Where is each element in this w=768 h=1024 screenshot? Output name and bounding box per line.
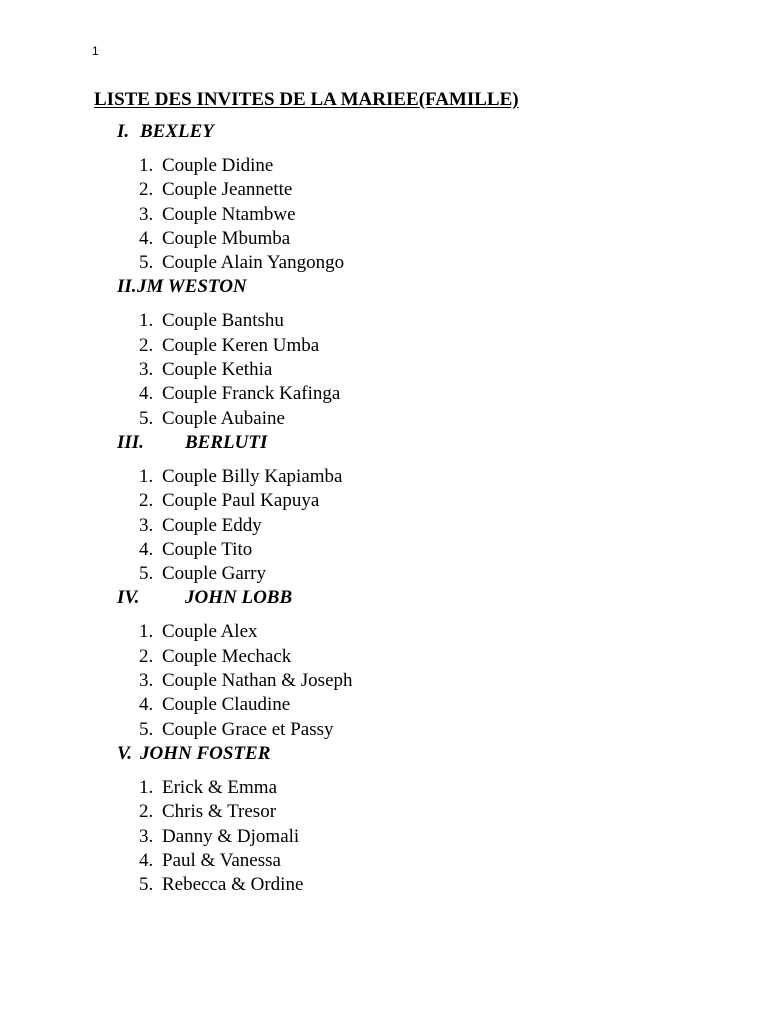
- item-number: 1.: [139, 310, 154, 332]
- item-number: 3.: [139, 359, 154, 381]
- guest-name: Couple Alain Yangongo: [162, 252, 345, 274]
- list-item: [0, 309, 768, 333]
- item-number: 2.: [139, 179, 154, 201]
- item-number: 5.: [139, 407, 154, 429]
- guest-name: Erick & Emma: [162, 776, 278, 798]
- guest-name: Couple Ntambwe: [162, 203, 296, 225]
- guest-name: Couple Garry: [162, 563, 266, 585]
- item-number: 1.: [139, 776, 154, 798]
- list-item: [0, 489, 768, 513]
- page-number: 1: [92, 44, 99, 58]
- list-item: [0, 562, 768, 586]
- item-number: 4.: [139, 849, 154, 871]
- guest-name: Couple Keren Umba: [162, 334, 320, 356]
- guest-name: Couple Jeannette: [162, 179, 293, 201]
- item-number: 4.: [139, 538, 154, 560]
- guest-name: Couple Aubaine: [162, 407, 285, 429]
- item-number: 4.: [139, 694, 154, 716]
- item-number: 3.: [139, 514, 154, 536]
- guest-name: Couple Claudine: [162, 694, 291, 716]
- item-number: 2.: [139, 801, 154, 823]
- guest-name: Couple Grace et Passy: [162, 718, 334, 740]
- guest-name: Couple Mbumba: [162, 227, 291, 249]
- guest-name: Couple Eddy: [162, 514, 262, 536]
- item-number: 3.: [139, 203, 154, 225]
- list-item: [0, 718, 768, 742]
- item-number: 3.: [139, 825, 154, 847]
- item-number: 4.: [139, 227, 154, 249]
- guest-name: Couple Didine: [162, 155, 274, 176]
- guest-name: Couple Alex: [162, 621, 258, 643]
- list-item: [0, 382, 768, 406]
- list-item: [0, 178, 768, 202]
- list-item: [0, 693, 768, 717]
- section-numeral: I.: [117, 121, 130, 142]
- item-number: 2.: [139, 645, 154, 667]
- section-john-foster: [0, 742, 768, 897]
- list-item: [0, 407, 768, 431]
- section-john-lobb: [0, 586, 768, 741]
- guest-name: Couple Paul Kapuya: [162, 490, 320, 512]
- item-number: 5.: [139, 563, 154, 585]
- guest-sections: [0, 120, 768, 897]
- item-number: 1.: [139, 465, 154, 487]
- section-bexley: [0, 120, 768, 275]
- section-name: JOHN FOSTER: [140, 742, 271, 764]
- section-heading: [0, 742, 768, 766]
- guest-name: Paul & Vanessa: [162, 849, 281, 871]
- guest-name: Couple Kethia: [162, 359, 273, 381]
- section-name: BERLUTI: [185, 431, 268, 453]
- section-heading: [0, 275, 768, 299]
- list-item: [0, 849, 768, 873]
- section-name: JOHN LOBB: [185, 587, 293, 609]
- item-number: 2.: [139, 490, 154, 512]
- guest-name: Danny & Djomali: [162, 825, 300, 847]
- list-item: [0, 154, 768, 178]
- guest-list: [0, 776, 768, 897]
- section-heading: [0, 120, 768, 144]
- list-item: [0, 514, 768, 538]
- guest-name: Chris & Tresor: [162, 801, 277, 823]
- item-number: 1.: [139, 155, 154, 176]
- section-numeral: IV.: [117, 587, 140, 609]
- list-item: [0, 776, 768, 800]
- item-number: 5.: [139, 718, 154, 740]
- item-number: 3.: [139, 670, 154, 692]
- list-item: [0, 358, 768, 382]
- guest-list: [0, 309, 768, 430]
- guest-name: Couple Tito: [162, 538, 253, 560]
- list-item: [0, 227, 768, 251]
- list-item: [0, 645, 768, 669]
- section-numeral: III.: [117, 431, 144, 453]
- guest-name: Couple Billy Kapiamba: [162, 465, 343, 487]
- list-item: [0, 669, 768, 693]
- section-name: BEXLEY: [140, 121, 214, 142]
- guest-name: Couple Franck Kafinga: [162, 383, 341, 405]
- guest-list: [0, 465, 768, 586]
- section-numeral: V.: [117, 742, 132, 764]
- section-numeral: II.: [117, 276, 137, 298]
- guest-list: [0, 620, 768, 741]
- item-number: 2.: [139, 334, 154, 356]
- list-item: [0, 334, 768, 358]
- list-item: [0, 465, 768, 489]
- section-name: JM WESTON: [137, 276, 247, 298]
- list-item: [0, 620, 768, 644]
- section-heading: [0, 586, 768, 610]
- guest-name: Couple Nathan & Joseph: [162, 670, 353, 692]
- section-jm-weston: [0, 275, 768, 430]
- item-number: 1.: [139, 621, 154, 643]
- section-heading: [0, 431, 768, 455]
- list-item: [0, 538, 768, 562]
- list-item: [0, 800, 768, 824]
- guest-list: [0, 154, 768, 275]
- item-number: 4.: [139, 383, 154, 405]
- guest-name: Couple Bantshu: [162, 310, 284, 332]
- list-item: [0, 825, 768, 849]
- section-berluti: [0, 431, 768, 586]
- list-item: [0, 873, 768, 897]
- document-title: LISTE DES INVITES DE LA MARIEE(FAMILLE): [94, 89, 519, 110]
- guest-name: Couple Mechack: [162, 645, 292, 667]
- item-number: 5.: [139, 874, 154, 896]
- list-item: [0, 203, 768, 227]
- item-number: 5.: [139, 252, 154, 274]
- guest-name: Rebecca & Ordine: [162, 874, 304, 896]
- list-item: [0, 251, 768, 275]
